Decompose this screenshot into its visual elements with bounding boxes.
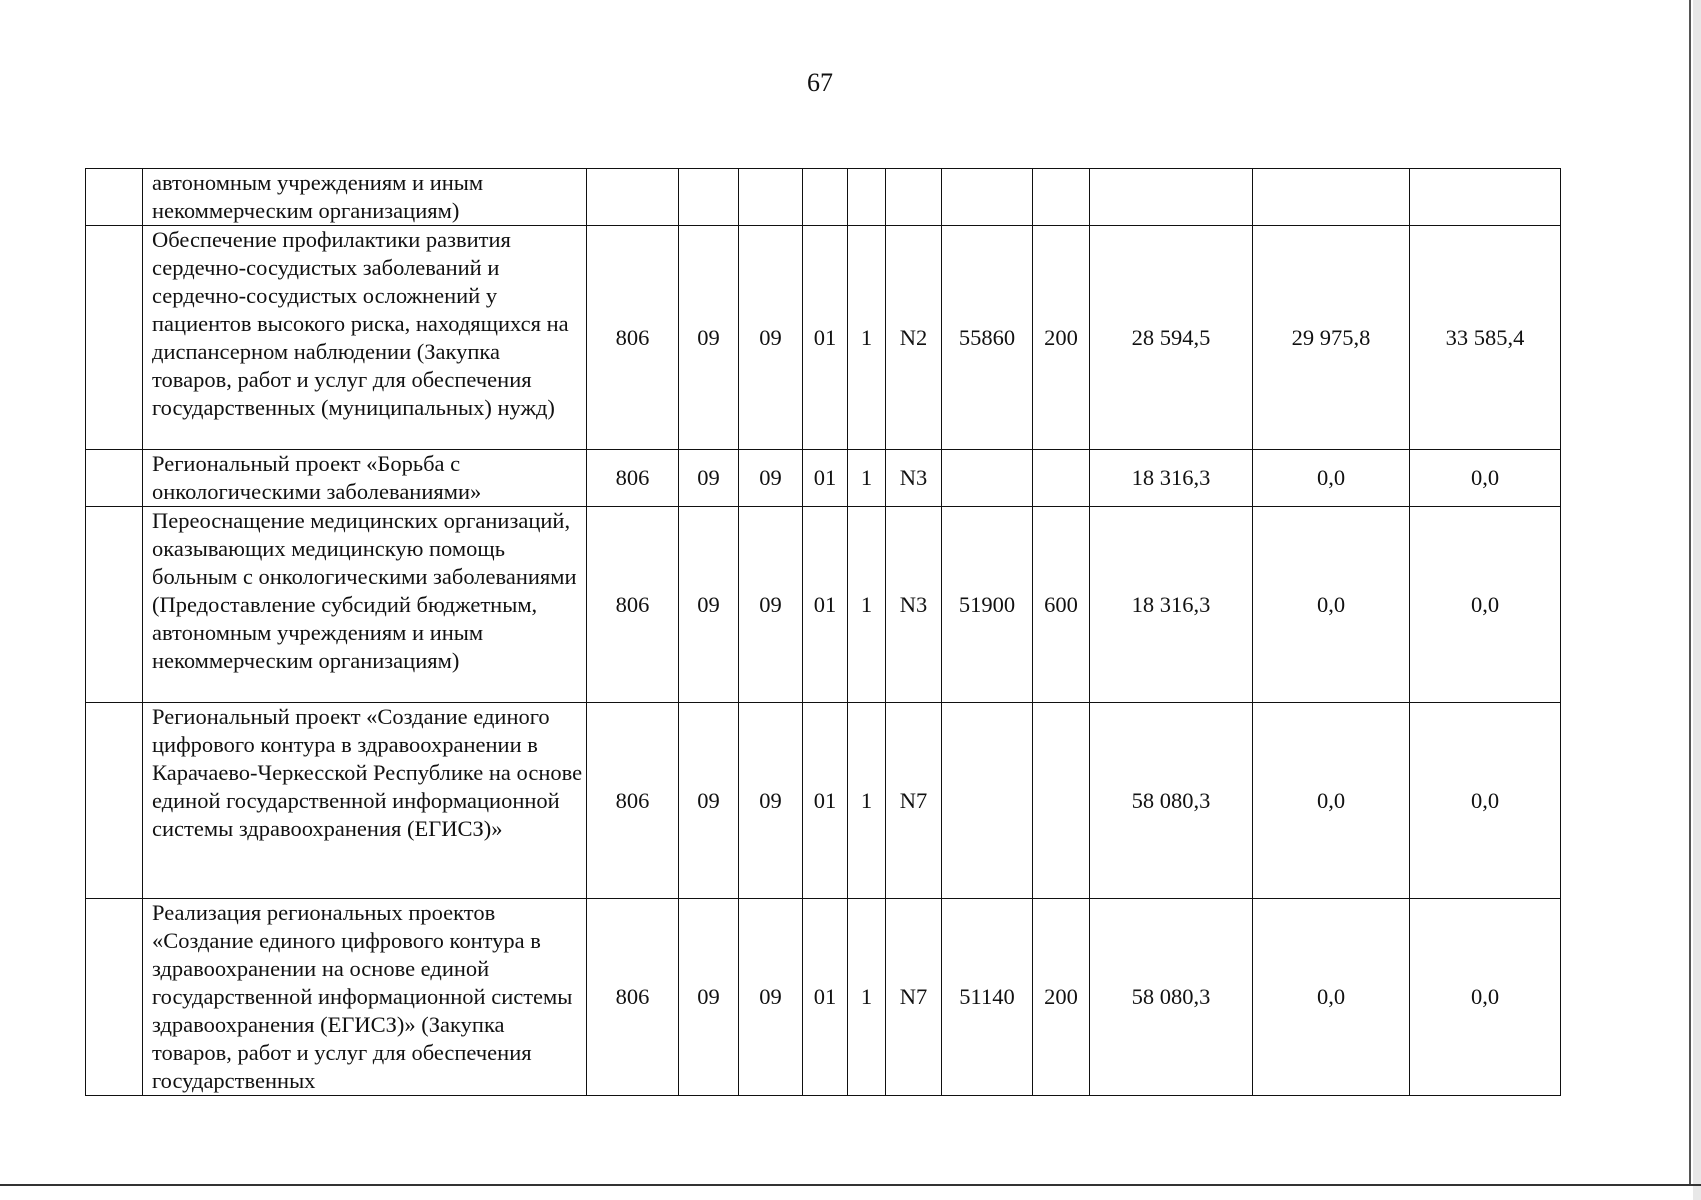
table-row [86, 899, 1561, 1096]
page-number: 67 [807, 68, 833, 97]
ministry-code-cell: 806 [587, 703, 679, 899]
amount-year-2-cell: 29 975,8 [1253, 226, 1410, 450]
project-code-cell: N3 [886, 507, 942, 703]
row-number-cell [86, 507, 143, 703]
ministry-code-cell: 806 [587, 507, 679, 703]
subsection-code-cell: 09 [739, 899, 803, 1096]
table-row [86, 450, 1561, 507]
table-row [86, 226, 1561, 450]
expense-type-cell: 200 [1033, 226, 1090, 450]
program-code-cell: 01 [803, 450, 848, 507]
subprogram-code-cell: 1 [848, 226, 886, 450]
subsection-code-cell: 09 [739, 226, 803, 450]
amount-year-2-cell: 0,0 [1253, 899, 1410, 1096]
subprogram-code-cell: 1 [848, 703, 886, 899]
description-cell: Региональный проект «Борьба с онкологическими заболеваниями» [143, 450, 587, 507]
row-number-cell [86, 899, 143, 1096]
expense-type-cell: 200 [1033, 899, 1090, 1096]
description-cell: Переоснащение медицинских организаций, оказывающих медицинскую помощь больным с онкологическими заболеваниями (Предоставление субсидий бюджетным, автономным учреждениям и иным некоммерческим организациям) [143, 507, 587, 703]
amount-year-1-cell: 58 080,3 [1090, 899, 1253, 1096]
section-code-cell: 09 [679, 226, 739, 450]
subsection-code-cell [739, 169, 803, 226]
description-cell: Реализация региональных проектов «Создание единого цифрового контура в здравоохранении на основе единой государственной информационной системы здравоохранения (ЕГИСЗ)» (Закупка товаров, работ и услуг для обеспечения государственных [143, 899, 587, 1096]
expense-type-cell [1033, 703, 1090, 899]
expense-type-cell: 600 [1033, 507, 1090, 703]
subsection-code-cell: 09 [739, 450, 803, 507]
amount-year-3-cell [1410, 169, 1561, 226]
subprogram-code-cell: 1 [848, 899, 886, 1096]
section-code-cell [679, 169, 739, 226]
direction-code-cell [942, 450, 1033, 507]
expense-type-cell [1033, 450, 1090, 507]
row-number-cell [86, 703, 143, 899]
scan-edge-line-bottom [0, 1184, 1701, 1186]
amount-year-3-cell: 0,0 [1410, 899, 1561, 1096]
section-code-cell: 09 [679, 507, 739, 703]
amount-year-3-cell: 0,0 [1410, 507, 1561, 703]
subsection-code-cell: 09 [739, 703, 803, 899]
row-number-cell [86, 169, 143, 226]
scan-edge-shadow [1693, 0, 1701, 1200]
subsection-code-cell: 09 [739, 507, 803, 703]
direction-code-cell: 51140 [942, 899, 1033, 1096]
subprogram-code-cell: 1 [848, 450, 886, 507]
program-code-cell: 01 [803, 507, 848, 703]
ministry-code-cell [587, 169, 679, 226]
scan-edge-line-right [1689, 0, 1691, 1186]
amount-year-2-cell: 0,0 [1253, 507, 1410, 703]
project-code-cell: N7 [886, 899, 942, 1096]
row-number-cell [86, 226, 143, 450]
program-code-cell: 01 [803, 899, 848, 1096]
description-cell: автономным учреждениям и иным некоммерческим организациям) [143, 169, 587, 226]
section-code-cell: 09 [679, 450, 739, 507]
section-code-cell: 09 [679, 703, 739, 899]
subprogram-code-cell [848, 169, 886, 226]
amount-year-1-cell: 18 316,3 [1090, 507, 1253, 703]
project-code-cell [886, 169, 942, 226]
row-number-cell [86, 450, 143, 507]
amount-year-2-cell [1253, 169, 1410, 226]
ministry-code-cell: 806 [587, 226, 679, 450]
program-code-cell [803, 169, 848, 226]
description-cell: Обеспечение профилактики развития сердечно-сосудистых заболеваний и сердечно-сосудистых осложнений у пациентов высокого риска, находящихся на диспансерном наблюдении (Закупка товаров, работ и услуг для обеспечения государственных (муниципальных) нужд) [143, 226, 587, 450]
table-row [86, 507, 1561, 703]
table-row [86, 169, 1561, 226]
amount-year-1-cell: 58 080,3 [1090, 703, 1253, 899]
budget-table [85, 168, 1561, 1096]
amount-year-1-cell: 18 316,3 [1090, 450, 1253, 507]
section-code-cell: 09 [679, 899, 739, 1096]
ministry-code-cell: 806 [587, 450, 679, 507]
description-cell: Региональный проект «Создание единого цифрового контура в здравоохранении в Карачаево-Черкесской Республике на основе единой государственной информационной системы здравоохранения (ЕГИСЗ)» [143, 703, 587, 899]
ministry-code-cell: 806 [587, 899, 679, 1096]
amount-year-2-cell: 0,0 [1253, 450, 1410, 507]
amount-year-2-cell: 0,0 [1253, 703, 1410, 899]
amount-year-1-cell: 28 594,5 [1090, 226, 1253, 450]
subprogram-code-cell: 1 [848, 507, 886, 703]
program-code-cell: 01 [803, 226, 848, 450]
amount-year-3-cell: 0,0 [1410, 703, 1561, 899]
direction-code-cell [942, 703, 1033, 899]
direction-code-cell [942, 169, 1033, 226]
amount-year-3-cell: 0,0 [1410, 450, 1561, 507]
program-code-cell: 01 [803, 703, 848, 899]
project-code-cell: N3 [886, 450, 942, 507]
table-row [86, 703, 1561, 899]
direction-code-cell: 51900 [942, 507, 1033, 703]
amount-year-3-cell: 33 585,4 [1410, 226, 1561, 450]
project-code-cell: N7 [886, 703, 942, 899]
amount-year-1-cell [1090, 169, 1253, 226]
direction-code-cell: 55860 [942, 226, 1033, 450]
expense-type-cell [1033, 169, 1090, 226]
project-code-cell: N2 [886, 226, 942, 450]
